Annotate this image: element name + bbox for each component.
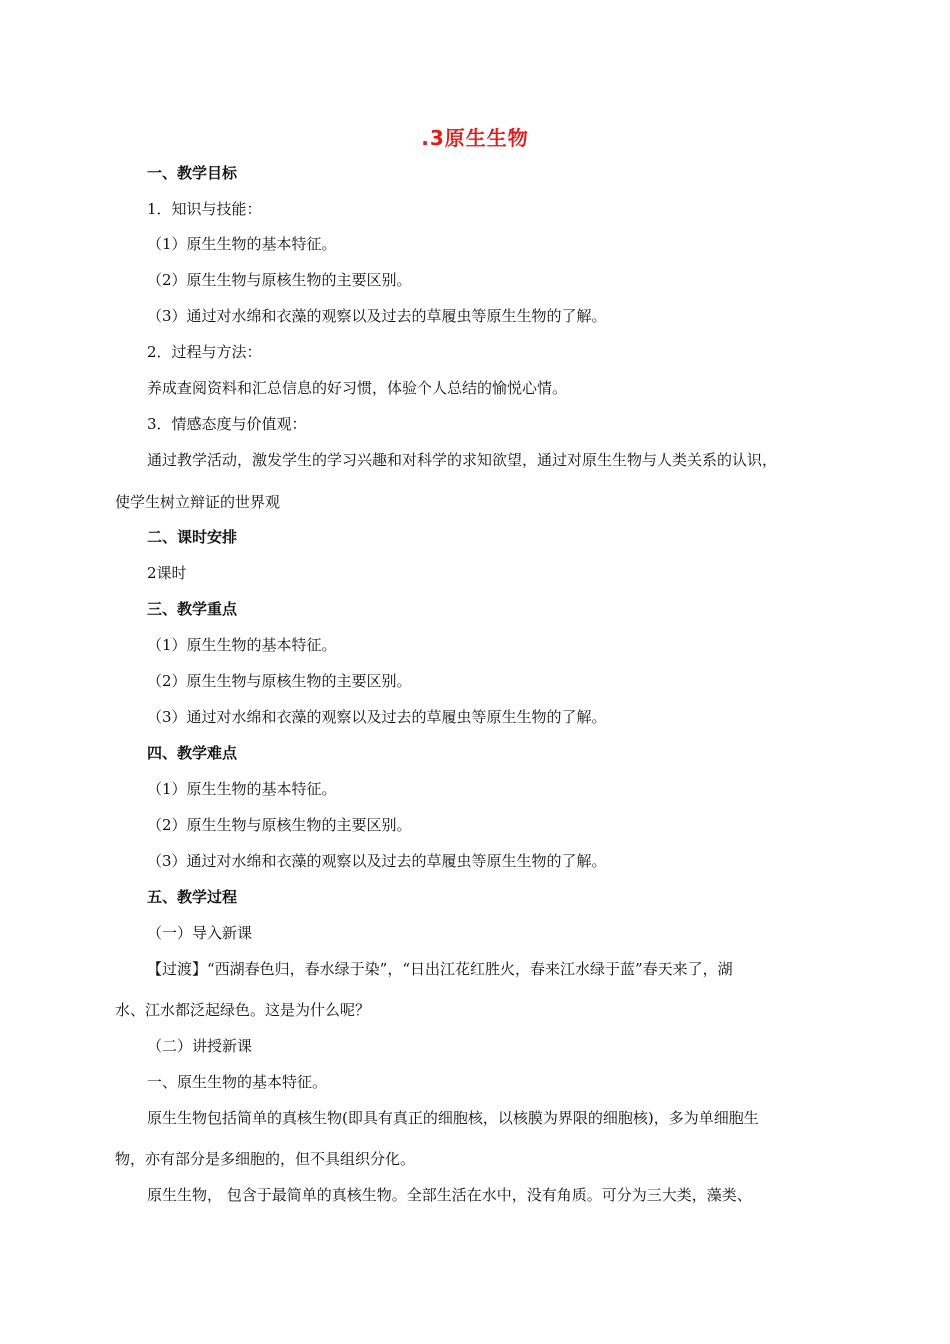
- transition-text-cont: 水、江水都泛起绿色。这是为什么呢？: [115, 1001, 371, 1019]
- paragraph-text: 原生生物， 包含于最简单的真核生物。全部生活在水中，没有角质。可分为三大类，藻类、: [147, 1186, 752, 1204]
- section-heading-difficulties: 四、教学难点: [147, 744, 238, 762]
- process-point-heading: 一、原生生物的基本特征。: [147, 1073, 328, 1091]
- objective-process: 2．过程与方法：: [147, 343, 262, 361]
- difficulty-item: （3）通过对水绵和衣藻的观察以及过去的草履虫等原生生物的了解。: [147, 852, 607, 870]
- section-heading-objectives: 一、教学目标: [147, 164, 238, 182]
- paragraph-text-cont: 物，亦有部分是多细胞的，但不具组织分化。: [115, 1150, 416, 1168]
- objective-emotion-text-cont: 使学生树立辩证的世界观: [115, 493, 281, 511]
- difficulty-item: （2）原生生物与原核生物的主要区别。: [147, 816, 412, 834]
- key-point-item: （1）原生生物的基本特征。: [147, 636, 337, 654]
- document-title: .3原生生物: [421, 126, 529, 150]
- key-point-item: （3）通过对水绵和衣藻的观察以及过去的草履虫等原生生物的了解。: [147, 708, 607, 726]
- objective-knowledge-item: （2）原生生物与原核生物的主要区别。: [147, 271, 412, 289]
- section-heading-process: 五、教学过程: [147, 888, 238, 906]
- paragraph-text: 原生生物包括简单的真核生物(即具有真正的细胞核，以核膜为界限的细胞核)，多为单细胞生: [147, 1109, 759, 1127]
- section-heading-schedule: 二、课时安排: [147, 528, 238, 546]
- difficulty-item: （1）原生生物的基本特征。: [147, 780, 337, 798]
- schedule-text: 2课时: [147, 564, 187, 582]
- objective-knowledge: 1．知识与技能：: [147, 200, 262, 218]
- objective-knowledge-item: （3）通过对水绵和衣藻的观察以及过去的草履虫等原生生物的了解。: [147, 307, 607, 325]
- objective-knowledge-item: （1）原生生物的基本特征。: [147, 235, 337, 253]
- objective-emotion-text: 通过教学活动，激发学生的学习兴趣和对科学的求知欲望，通过对原生生物与人类关系的认识，: [147, 451, 778, 469]
- transition-text: 【过渡】“西湖春色归，春水绿于染”，“日出江花红胜火，春来江水绿于蓝”春天来了，湖: [147, 960, 733, 978]
- objective-process-text: 养成查阅资料和汇总信息的好习惯，体验个人总结的愉悦心情。: [147, 379, 568, 397]
- section-heading-key-points: 三、教学重点: [147, 600, 238, 618]
- process-subheading: （二）讲授新课: [147, 1037, 253, 1055]
- objective-emotion: 3．情感态度与价值观：: [147, 415, 307, 433]
- key-point-item: （2）原生生物与原核生物的主要区别。: [147, 672, 412, 690]
- process-subheading: （一）导入新课: [147, 924, 253, 942]
